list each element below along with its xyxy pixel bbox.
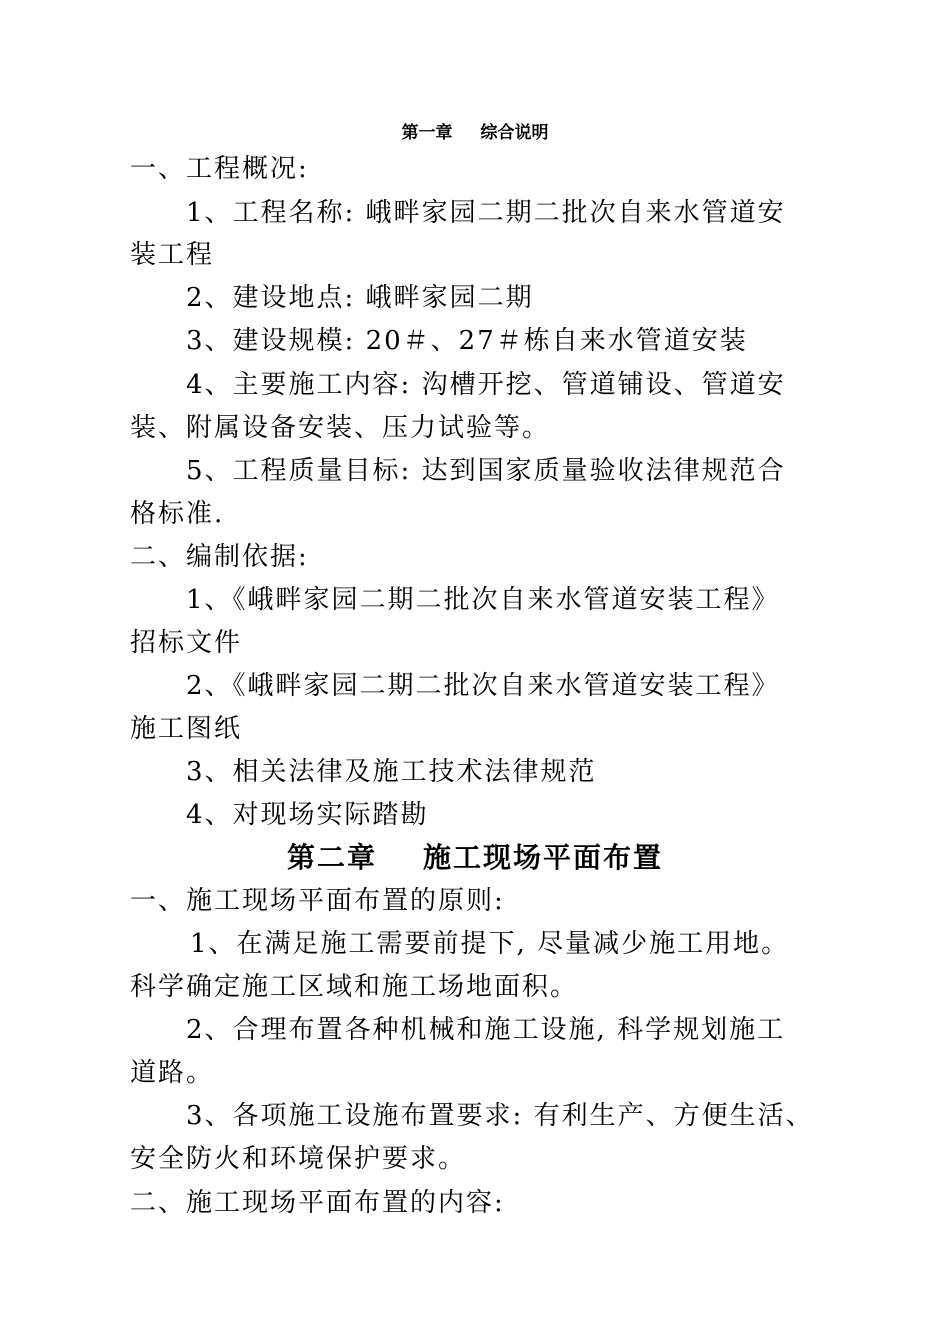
chapter-1-heading (0, 122, 950, 144)
chapter-2-heading (0, 840, 950, 876)
section-heading: 一、工程概况: (130, 154, 309, 184)
chapter-2-number: 第二章 (286, 841, 377, 874)
paragraph-line: 安全防火和环境保护要求。 (130, 1144, 467, 1174)
paragraph-line: 4、对现场实际踏勘 (186, 800, 429, 830)
chapter-1-number: 第一章 (401, 123, 453, 143)
paragraph-line: 1、《峨畔家园二期二批次自来水管道安装工程》 (186, 585, 780, 615)
paragraph-line: 4、主要施工内容: 沟槽开挖、管道铺设、管道安 (186, 370, 786, 400)
paragraph-line: 2、《峨畔家园二期二批次自来水管道安装工程》 (186, 671, 780, 701)
section-heading: 二、编制依据: (130, 542, 309, 572)
paragraph-line: 装工程 (130, 240, 215, 270)
paragraph-line: 5、工程质量目标: 达到国家质量验收法律规范合 (186, 456, 786, 486)
paragraph-line: 3、相关法律及施工技术法律规范 (186, 757, 597, 787)
paragraph-line: 3、各项施工设施布置要求: 有利生产、方便生活、 (186, 1101, 814, 1131)
paragraph-line: 1、工程名称: 峨畔家园二期二批次自来水管道安 (186, 198, 786, 228)
paragraph-line: 装、附属设备安装、压力试验等。 (130, 413, 551, 443)
paragraph-line: 招标文件 (130, 628, 243, 658)
section-heading: 一、施工现场平面布置的原则: (130, 886, 505, 916)
paragraph-line: 2、合理布置各种机械和施工设施, 科学规划施工 (186, 1015, 786, 1045)
chapter-1-title: 综合说明 (480, 123, 549, 143)
chapter-2-title: 施工现场平面布置 (423, 841, 664, 874)
paragraph-line: 2、建设地点: 峨畔家园二期 (186, 283, 534, 313)
paragraph-line: 1、在满足施工需要前提下, 尽量减少施工用地。 (190, 929, 790, 959)
paragraph-line: 道路。 (130, 1058, 215, 1088)
section-heading: 二、施工现场平面布置的内容: (130, 1188, 505, 1218)
paragraph-line: 3、建设规模: 20＃、27＃栋自来水管道安装 (186, 326, 748, 356)
paragraph-line: 施工图纸 (130, 714, 243, 744)
paragraph-line: 科学确定施工区域和施工场地面积。 (130, 972, 579, 1002)
paragraph-line: 格标准. (130, 499, 225, 529)
